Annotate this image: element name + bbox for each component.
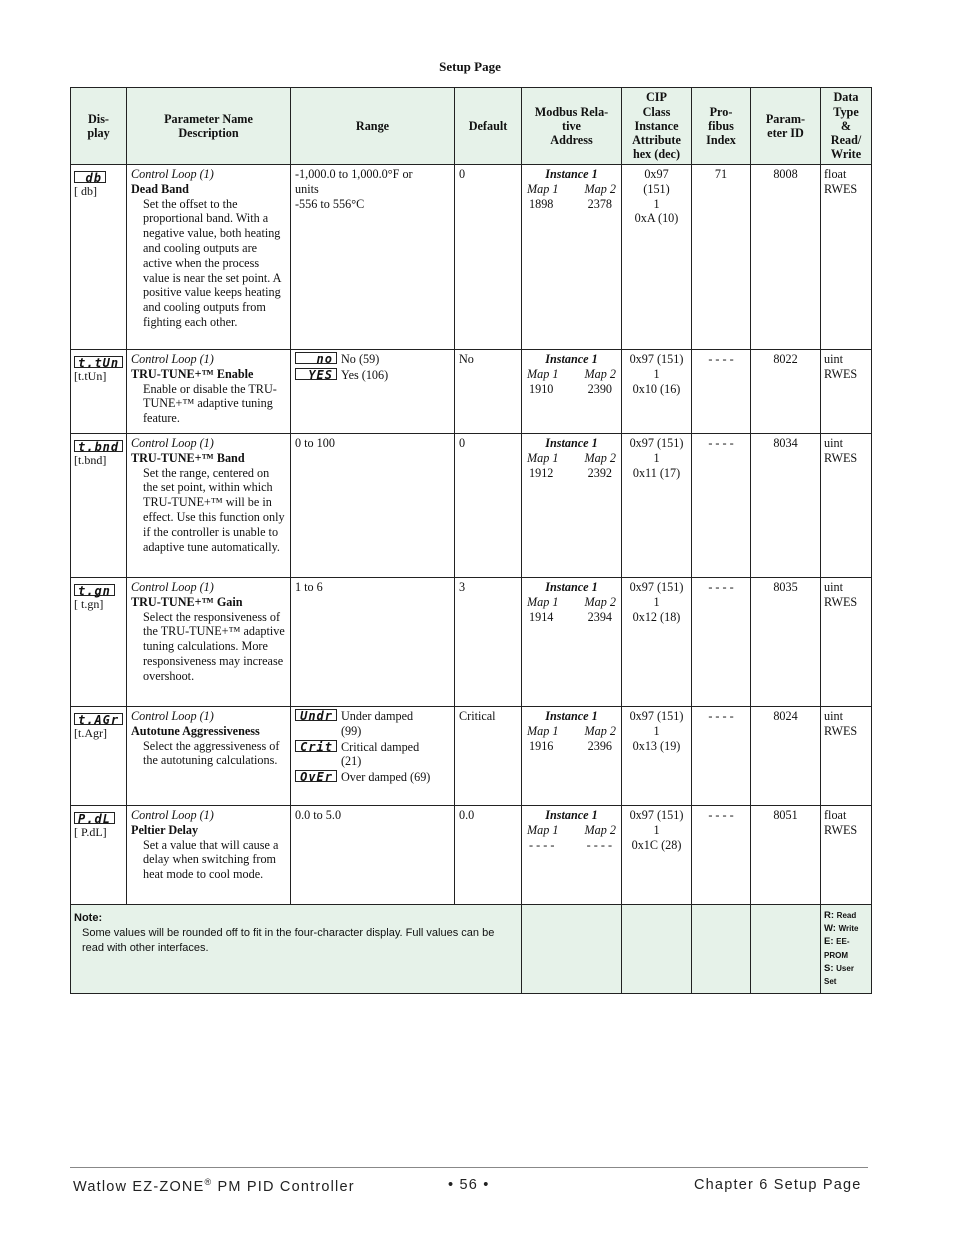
param-id-cell bbox=[751, 350, 821, 434]
map2-address: 2396 bbox=[587, 738, 612, 753]
modbus-cell bbox=[522, 434, 622, 578]
table-row bbox=[71, 165, 872, 350]
map1-label: Map 1 bbox=[527, 181, 559, 196]
cip-value: 0x97 (151) 1 0x11 (17) bbox=[629, 436, 684, 480]
legend-item: E: EE-PROM bbox=[824, 936, 850, 960]
param-id-value: 8035 bbox=[773, 580, 798, 594]
lcd-option-display: YES bbox=[295, 368, 337, 380]
profibus-cell bbox=[692, 707, 751, 806]
cip-cell bbox=[622, 165, 692, 350]
cip-cell bbox=[622, 434, 692, 578]
param-description: Enable or disable the TRU-TUNE+™ adaptive tuning feature. bbox=[143, 381, 277, 426]
display-code: [ t.gn] bbox=[74, 596, 104, 611]
cip-value: 0x97 (151) 1 0xA (10) bbox=[634, 167, 679, 226]
cip-cell bbox=[622, 707, 692, 806]
range-option bbox=[295, 770, 450, 785]
range-option-text: Over damped (69) bbox=[341, 770, 431, 785]
profibus-cell bbox=[692, 165, 751, 350]
display-cell bbox=[71, 165, 127, 350]
param-id-cell bbox=[751, 806, 821, 905]
lcd-option-display: Undr bbox=[295, 709, 337, 721]
modbus-cell bbox=[522, 165, 622, 350]
map2-label: Map 2 bbox=[584, 723, 616, 738]
map2-label: Map 2 bbox=[584, 181, 616, 196]
data-type-value: uint RWES bbox=[824, 436, 858, 465]
param-description: Set the range, centered on the set point, within which TRU-TUNE+™ will be in effect. Use this function only if the controller is unable to adaptive tune automatically. bbox=[143, 465, 285, 554]
loop-label: Control Loop (1) bbox=[131, 709, 214, 723]
cip-value: 0x97 (151) 1 0x13 (19) bbox=[629, 709, 684, 753]
data-type-cell bbox=[821, 707, 872, 806]
param-id-value: 8008 bbox=[773, 167, 798, 181]
range-text: -1,000.0 to 1,000.0°F or units -556 to 556°C bbox=[295, 167, 413, 211]
default-value: No bbox=[459, 352, 474, 366]
instance-label: Instance 1 bbox=[545, 580, 598, 594]
loop-label: Control Loop (1) bbox=[131, 436, 214, 450]
data-type-value: float RWES bbox=[824, 167, 858, 196]
profibus-value: - - - - bbox=[708, 580, 734, 594]
map2-address: 2390 bbox=[587, 381, 612, 396]
header-display: Dis- play bbox=[71, 88, 127, 165]
param-id-cell bbox=[751, 578, 821, 707]
cip-value: 0x97 (151) 1 0x12 (18) bbox=[629, 580, 684, 624]
legend-cell bbox=[821, 905, 872, 994]
map2-label: Map 2 bbox=[584, 822, 616, 837]
data-type-value: uint RWES bbox=[824, 352, 858, 381]
map1-address: 1910 bbox=[529, 381, 554, 396]
map2-address: 2394 bbox=[587, 609, 612, 624]
default-value: 3 bbox=[459, 580, 466, 594]
data-type-value: float RWES bbox=[824, 808, 858, 837]
param-id-value: 8022 bbox=[773, 352, 798, 366]
display-cell bbox=[71, 806, 127, 905]
param-name: Autotune Aggressiveness bbox=[131, 723, 260, 738]
loop-label: Control Loop (1) bbox=[131, 352, 214, 366]
table-row bbox=[71, 707, 872, 806]
display-code: [ db] bbox=[74, 183, 97, 198]
map1-label: Map 1 bbox=[527, 366, 559, 381]
profibus-cell bbox=[692, 350, 751, 434]
instance-label: Instance 1 bbox=[545, 352, 598, 366]
cip-cell bbox=[622, 350, 692, 434]
range-cell bbox=[291, 165, 455, 350]
header-data-type: Data Type & Read/ Write bbox=[821, 88, 872, 165]
note-cell bbox=[71, 905, 522, 994]
default-cell bbox=[455, 350, 522, 434]
lcd-display: t.tUn bbox=[74, 356, 123, 368]
lcd-display: t.bnd bbox=[74, 440, 123, 452]
modbus-cell bbox=[522, 806, 622, 905]
profibus-value: - - - - bbox=[708, 709, 734, 723]
profibus-value: 71 bbox=[714, 167, 728, 181]
range-cell bbox=[291, 434, 455, 578]
header-modbus: Modbus Rela- tive Address bbox=[522, 88, 622, 165]
header-param-name: Parameter Name Description bbox=[127, 88, 291, 165]
lcd-option-display: OvEr bbox=[295, 770, 337, 782]
display-code: [t.bnd] bbox=[74, 452, 107, 467]
map1-label: Map 1 bbox=[527, 450, 559, 465]
data-type-cell bbox=[821, 578, 872, 707]
data-type-cell bbox=[821, 806, 872, 905]
table-row bbox=[71, 434, 872, 578]
note-empty-profibus bbox=[692, 905, 751, 994]
default-cell bbox=[455, 165, 522, 350]
default-value: 0.0 bbox=[459, 808, 475, 822]
map2-address: 2392 bbox=[587, 465, 612, 480]
range-cell bbox=[291, 806, 455, 905]
profibus-value: - - - - bbox=[708, 808, 734, 822]
footer-right: Chapter 6 Setup Page bbox=[694, 1177, 862, 1193]
param-name-cell bbox=[127, 165, 291, 350]
range-option bbox=[295, 709, 450, 739]
data-type-value: uint RWES bbox=[824, 709, 858, 738]
table-row bbox=[71, 578, 872, 707]
map1-label: Map 1 bbox=[527, 594, 559, 609]
map1-address: - - - - bbox=[529, 837, 555, 852]
default-cell bbox=[455, 707, 522, 806]
table-row bbox=[71, 806, 872, 905]
profibus-value: - - - - bbox=[708, 352, 734, 366]
modbus-cell bbox=[522, 707, 622, 806]
setup-table bbox=[70, 87, 872, 994]
data-type-cell bbox=[821, 165, 872, 350]
instance-label: Instance 1 bbox=[545, 808, 598, 822]
header-default: Default bbox=[455, 88, 522, 165]
header-cip: CIP Class Instance Attribute hex (dec) bbox=[622, 88, 692, 165]
range-option-text: Under damped (99) bbox=[341, 709, 414, 738]
map1-address: 1912 bbox=[529, 465, 554, 480]
lcd-option-display: Crit bbox=[295, 740, 337, 752]
param-id-value: 8024 bbox=[773, 709, 798, 723]
range-option bbox=[295, 368, 450, 383]
footer-left: Watlow EZ-ZONE® PM PID Controller bbox=[73, 1177, 355, 1195]
map2-label: Map 2 bbox=[584, 366, 616, 381]
param-id-value: 8051 bbox=[773, 808, 798, 822]
map1-label: Map 1 bbox=[527, 822, 559, 837]
lcd-display: t.AGr bbox=[74, 713, 123, 725]
param-description: Select the responsiveness of the TRU-TUNE+™ adaptive tuning calculations. More responsiveness may increase overshoot. bbox=[143, 609, 285, 683]
display-code: [t.tUn] bbox=[74, 368, 107, 383]
cip-value: 0x97 (151) 1 0x10 (16) bbox=[629, 352, 684, 396]
data-type-cell bbox=[821, 434, 872, 578]
default-cell bbox=[455, 434, 522, 578]
profibus-cell bbox=[692, 578, 751, 707]
param-name: TRU-TUNE+™ Gain bbox=[131, 594, 243, 609]
footer-divider bbox=[70, 1167, 868, 1168]
cip-cell bbox=[622, 806, 692, 905]
map1-address: 1898 bbox=[529, 196, 554, 211]
footer-page-number: • 56 • bbox=[448, 1177, 490, 1193]
display-cell bbox=[71, 578, 127, 707]
param-name: TRU-TUNE+™ Band bbox=[131, 450, 245, 465]
profibus-cell bbox=[692, 434, 751, 578]
note-empty-modbus bbox=[522, 905, 622, 994]
lcd-option-display: no bbox=[295, 352, 337, 364]
param-description: Set a value that will cause a delay when switching from heat mode to cool mode. bbox=[143, 837, 279, 882]
data-type-value: uint RWES bbox=[824, 580, 858, 609]
header-param-id: Param- eter ID bbox=[751, 88, 821, 165]
display-cell bbox=[71, 434, 127, 578]
legend-item: R: Read bbox=[824, 910, 857, 921]
note-empty-cip bbox=[622, 905, 692, 994]
map1-label: Map 1 bbox=[527, 723, 559, 738]
param-id-value: 8034 bbox=[773, 436, 798, 450]
loop-label: Control Loop (1) bbox=[131, 167, 214, 181]
profibus-cell bbox=[692, 806, 751, 905]
lcd-display: db bbox=[74, 171, 106, 183]
instance-label: Instance 1 bbox=[545, 167, 598, 181]
default-cell bbox=[455, 578, 522, 707]
default-value: 0 bbox=[459, 436, 466, 450]
loop-label: Control Loop (1) bbox=[131, 580, 214, 594]
range-option bbox=[295, 740, 450, 770]
param-name: Peltier Delay bbox=[131, 822, 199, 837]
page-title: Setup Page bbox=[439, 59, 501, 74]
note-label: Note: bbox=[74, 912, 103, 924]
instance-label: Instance 1 bbox=[545, 709, 598, 723]
param-description: Set the offset to the proportional band. With a negative value, both heating and cooling outputs are active when the process value is near the set point. A positive value keeps heating and cooling outputs from fighting each other. bbox=[143, 196, 281, 329]
param-name-cell bbox=[127, 806, 291, 905]
param-id-cell bbox=[751, 707, 821, 806]
param-name-cell bbox=[127, 707, 291, 806]
range-text: 1 to 6 bbox=[295, 580, 323, 594]
map2-label: Map 2 bbox=[584, 594, 616, 609]
default-cell bbox=[455, 806, 522, 905]
instance-label: Instance 1 bbox=[545, 436, 598, 450]
table-header-row bbox=[71, 88, 872, 165]
param-description: Select the aggressiveness of the autotuning calculations. bbox=[143, 738, 280, 768]
range-cell bbox=[291, 707, 455, 806]
lcd-display: t.gn bbox=[74, 584, 115, 596]
loop-label: Control Loop (1) bbox=[131, 808, 214, 822]
legend-item: W: Write bbox=[824, 923, 859, 935]
param-id-cell bbox=[751, 434, 821, 578]
modbus-cell bbox=[522, 578, 622, 707]
map2-label: Map 2 bbox=[584, 450, 616, 465]
default-value: Critical bbox=[459, 709, 496, 723]
range-text: 0.0 to 5.0 bbox=[295, 808, 342, 822]
param-name-cell bbox=[127, 434, 291, 578]
profibus-value: - - - - bbox=[708, 436, 734, 450]
header-profibus: Pro- fibus Index bbox=[692, 88, 751, 165]
map2-address: - - - - bbox=[586, 837, 612, 852]
modbus-cell bbox=[522, 350, 622, 434]
map2-address: 2378 bbox=[587, 196, 612, 211]
display-code: [ P.dL] bbox=[74, 824, 107, 839]
header-range: Range bbox=[291, 88, 455, 165]
cip-value: 0x97 (151) 1 0x1C (28) bbox=[629, 808, 684, 852]
data-type-cell bbox=[821, 350, 872, 434]
param-name-cell bbox=[127, 350, 291, 434]
param-id-cell bbox=[751, 165, 821, 350]
range-option bbox=[295, 352, 450, 367]
map1-address: 1914 bbox=[529, 609, 554, 624]
param-name: TRU-TUNE+™ Enable bbox=[131, 366, 254, 381]
range-cell bbox=[291, 350, 455, 434]
range-option-text: Critical damped (21) bbox=[341, 739, 420, 769]
lcd-display: P.dL bbox=[74, 812, 115, 824]
range-text: 0 to 100 bbox=[295, 436, 335, 450]
note-text: Some values will be rounded off to fit in the four-character display. Full values can be read with other interfaces. bbox=[82, 926, 495, 954]
display-cell bbox=[71, 350, 127, 434]
default-value: 0 bbox=[459, 167, 466, 181]
note-empty-param-id bbox=[751, 905, 821, 994]
legend-item: S: User Set bbox=[824, 962, 854, 987]
range-option-text: Yes (106) bbox=[341, 367, 389, 382]
param-name-cell bbox=[127, 578, 291, 707]
param-name: Dead Band bbox=[131, 181, 189, 196]
cip-cell bbox=[622, 578, 692, 707]
range-cell bbox=[291, 578, 455, 707]
range-option-text: No (59) bbox=[341, 352, 380, 366]
note-row bbox=[71, 905, 872, 994]
map1-address: 1916 bbox=[529, 738, 554, 753]
display-cell bbox=[71, 707, 127, 806]
table-row bbox=[71, 350, 872, 434]
display-code: [t.Agr] bbox=[74, 725, 107, 740]
